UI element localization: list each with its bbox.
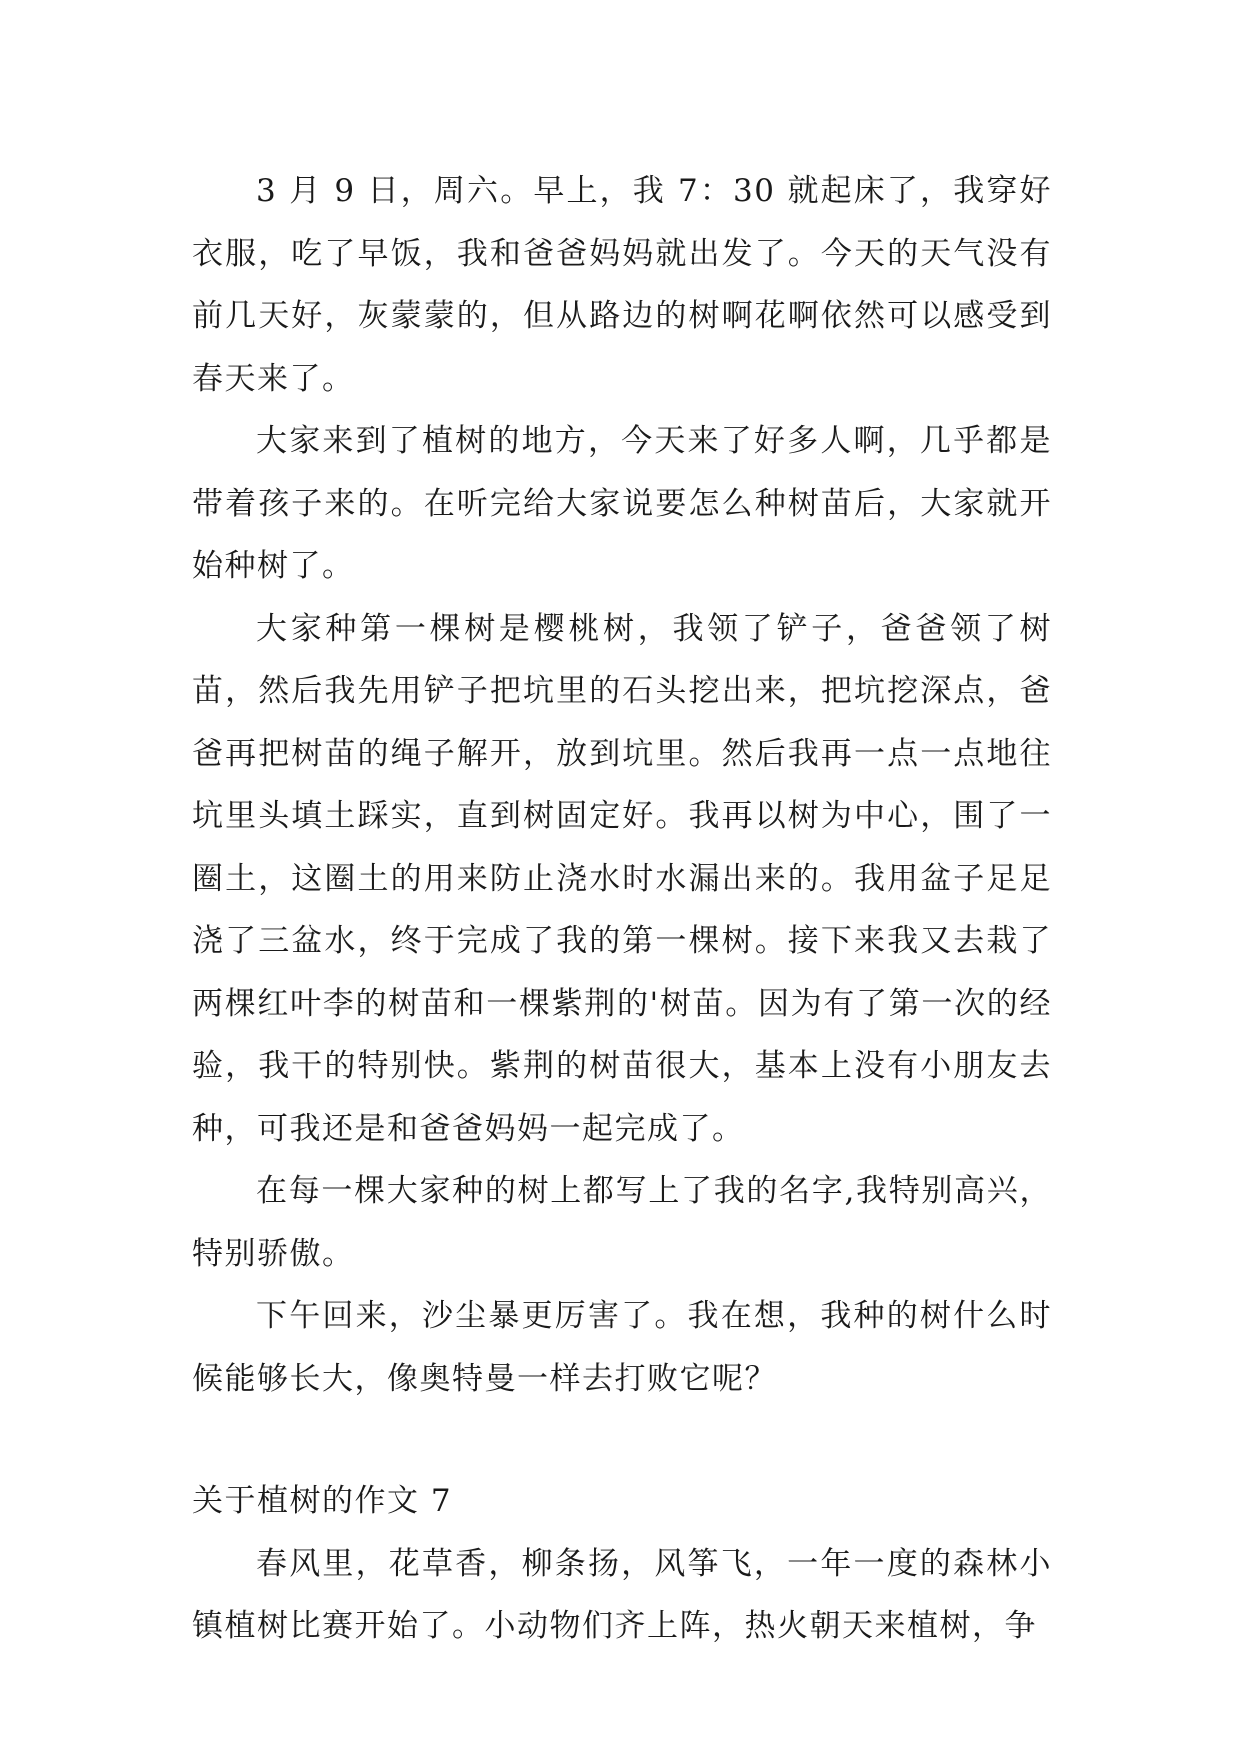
paragraph: 在每一棵大家种的树上都写上了我的名字,我特别高兴，特别骄傲。	[192, 1173, 1052, 1272]
paragraph: 春风里，花草香，柳条扬，风筝飞，一年一度的森林小镇植树比赛开始了。小动物们齐上阵，热火朝天来植树，争	[192, 1545, 1052, 1644]
section-title: 关于植树的作文 7	[192, 1483, 453, 1519]
paragraph: 3 月 9 日，周六。早上，我 7：30 就起床了，我穿好衣服，吃了早饭，我和爸爸妈妈就出发了。今天的天气没有前几天好，灰蒙蒙的，但从路边的树啊花啊依然可以感受到春天来了。	[192, 173, 1052, 397]
paragraph: 下午回来，沙尘暴更厉害了。我在想，我种的树什么时候能够长大，像奥特曼一样去打败它呢？	[192, 1298, 1052, 1397]
paragraph: 大家种第一棵树是樱桃树，我领了铲子，爸爸领了树苗，然后我先用铲子把坑里的石头挖出来，把坑挖深点，爸爸再把树苗的绳子解开，放到坑里。然后我再一点一点地往坑里头填土踩实，直到树固定好。我再以树为中心，围了一圈土，这圈土的用来防止浇水时水漏出来的。我用盆子足足浇了三盆水，终于完成了我的第一棵树。接下来我又去栽了两棵红叶李的树苗和一棵紫荆的'树苗。因为有了第一次的经验，我干的特别快。紫荆的树苗很大，基本上没有小朋友去种，可我还是和爸爸妈妈一起完成了。	[192, 610, 1052, 1147]
paragraph: 大家来到了植树的地方，今天来了好多人啊，几乎都是带着孩子来的。在听完给大家说要怎么种树苗后，大家就开始种树了。	[192, 423, 1052, 584]
essay-body	[192, 160, 1052, 1658]
